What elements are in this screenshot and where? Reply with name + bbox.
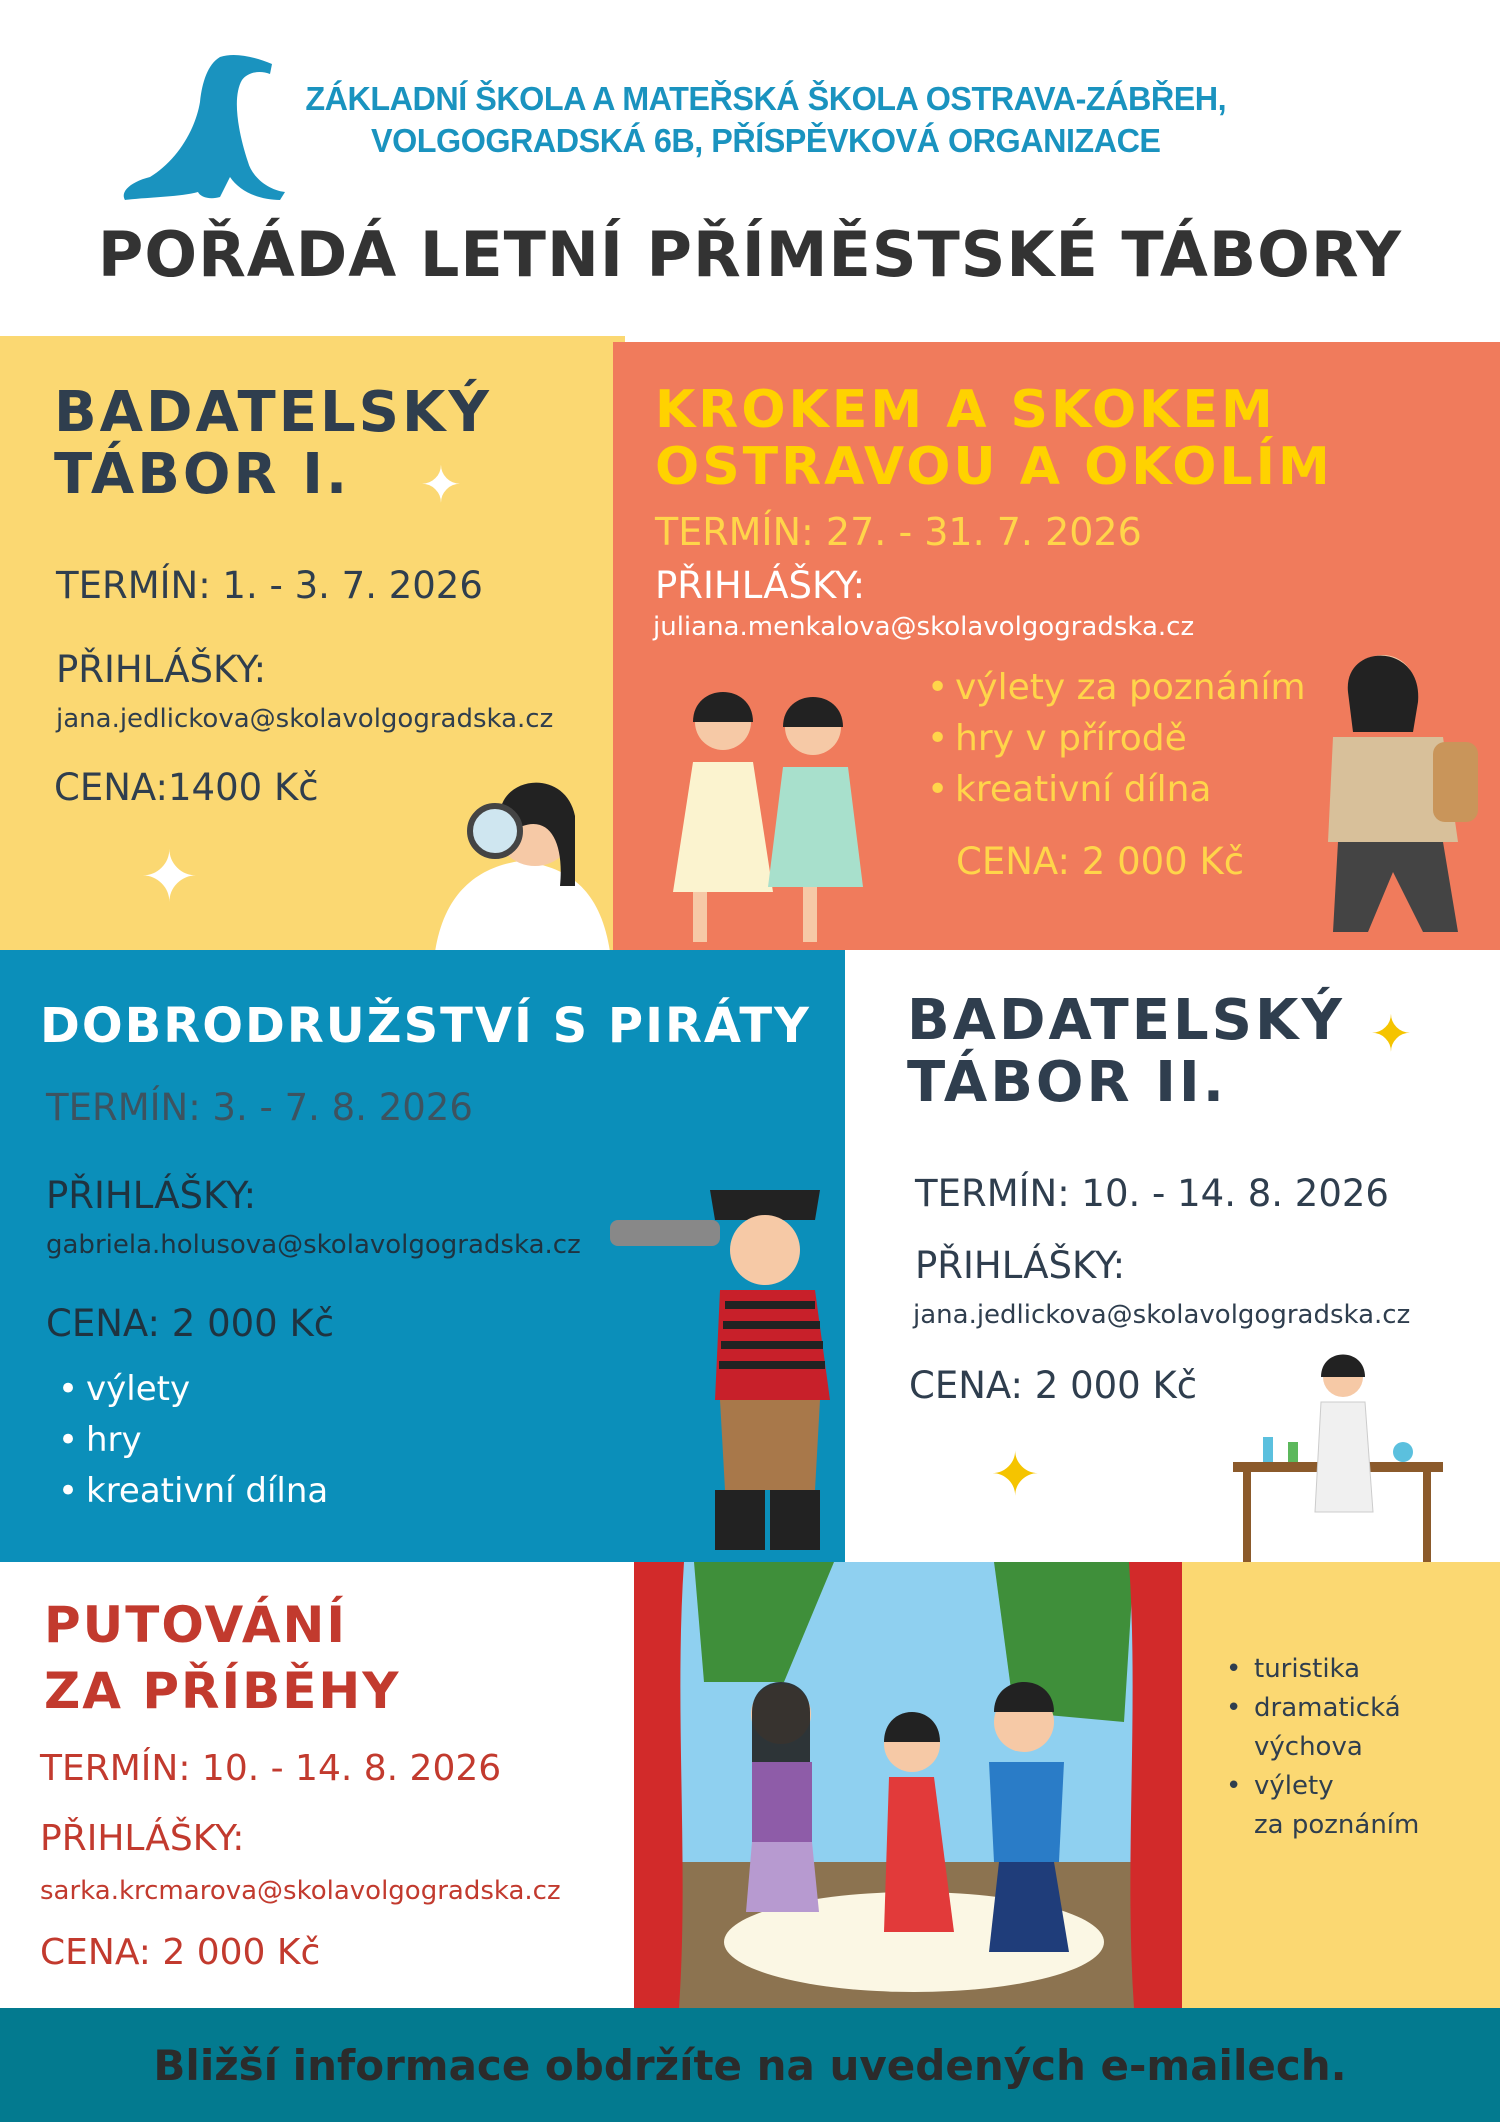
- camp-term: TERMÍN: 10. - 14. 8. 2026: [915, 1172, 1389, 1215]
- activity-item: • kreativní dílna: [54, 1466, 328, 1517]
- camp-activities: [1222, 1650, 1419, 1845]
- girls-illustration: [653, 672, 913, 952]
- activity-item: • kreativní dílna: [923, 764, 1306, 815]
- camp-activities: [923, 662, 1306, 815]
- camp-putovani-za-pribehy: [0, 1562, 640, 2008]
- camp-title: ZA PŘÍBĚHY: [44, 1662, 401, 1720]
- camp-price: CENA: 2 000 Kč: [40, 1932, 321, 1973]
- sparkle-icon: ✦: [140, 836, 199, 918]
- sparkle-icon: ✦: [420, 456, 462, 514]
- camp-price: CENA: 2 000 Kč: [909, 1364, 1198, 1407]
- camp-title: OSTRAVOU A OKOLÍM: [655, 437, 1333, 498]
- camp-price: CENA: 2 000 Kč: [46, 1302, 335, 1345]
- camp-term: TERMÍN: 3. - 7. 8. 2026: [46, 1086, 473, 1129]
- activity-item: • dramatická: [1222, 1689, 1419, 1728]
- activity-item: za poznáním: [1254, 1810, 1420, 1840]
- camp-apply-label: PŘIHLÁŠKY:: [40, 1818, 245, 1859]
- camp-price: CENA:1400 Kč: [54, 766, 319, 809]
- seal-logo: [120, 52, 290, 202]
- camp-badatelsky-2: [845, 950, 1500, 1562]
- camp-title: TÁBOR I.: [54, 441, 351, 507]
- school-name-line1: ZÁKLADNÍ ŠKOLA A MATEŘSKÁ ŠKOLA OSTRAVA-ZÁBŘEH,: [305, 80, 1227, 117]
- camp-term: TERMÍN: 1. - 3. 7. 2026: [56, 564, 483, 607]
- camp-dobrodruzstvi-s-piraty: [0, 950, 845, 1562]
- camp-email[interactable]: gabriela.holusova@skolavolgogradska.cz: [46, 1230, 581, 1260]
- footer-text: Bližší informace obdržíte na uvedených e-mailech.: [153, 2040, 1347, 2090]
- camp-badatelsky-1: [0, 336, 625, 952]
- school-name-line2: VOLGOGRADSKÁ 6B, PŘÍSPĚVKOVÁ ORGANIZACE: [371, 122, 1161, 159]
- camp-title: TÁBOR II.: [907, 1049, 1228, 1115]
- camp-email[interactable]: jana.jedlickova@skolavolgogradska.cz: [56, 704, 554, 734]
- camp-title: DOBRODRUŽSTVÍ S PIRÁTY: [40, 998, 811, 1054]
- sparkle-icon: ✦: [990, 1440, 1041, 1510]
- camp-apply-label: PŘIHLÁŠKY:: [56, 648, 267, 691]
- activity-item: • výlety za poznáním: [923, 662, 1306, 713]
- camp-krokem-a-skokem: [613, 342, 1500, 954]
- activity-item: • výlety: [1222, 1767, 1419, 1806]
- camp-putovani-activities-panel: [1182, 1562, 1500, 2008]
- hiker-illustration: [1293, 642, 1493, 952]
- camp-email[interactable]: juliana.menkalova@skolavolgogradska.cz: [653, 612, 1195, 642]
- page-title: POŘÁDÁ LETNÍ PŘÍMĚSTSKÉ TÁBORY: [97, 218, 1403, 291]
- camp-title: KROKEM A SKOKEM: [655, 380, 1276, 440]
- pirate-illustration: [605, 1160, 845, 1560]
- camp-term: TERMÍN: 27. - 31. 7. 2026: [655, 510, 1142, 554]
- camp-title: PUTOVÁNÍ: [44, 1596, 347, 1654]
- camp-price: CENA: 2 000 Kč: [956, 840, 1245, 883]
- camp-email[interactable]: sarka.krcmarova@skolavolgogradska.cz: [40, 1876, 561, 1906]
- camp-apply-label: PŘIHLÁŠKY:: [655, 564, 866, 607]
- activity-item: výchova: [1254, 1732, 1363, 1762]
- camp-activities: [54, 1364, 328, 1517]
- activity-item: • výlety: [54, 1364, 328, 1415]
- camp-apply-label: PŘIHLÁŠKY:: [915, 1244, 1126, 1287]
- footer-bar: [0, 2008, 1500, 2122]
- activity-item: • hry: [54, 1415, 328, 1466]
- camp-title: BADATELSKÝ: [54, 380, 492, 445]
- activity-item: • hry v přírodě: [923, 713, 1306, 764]
- camp-term: TERMÍN: 10. - 14. 8. 2026: [40, 1748, 502, 1789]
- camp-title: BADATELSKÝ: [907, 988, 1345, 1053]
- camp-apply-label: PŘIHLÁŠKY:: [46, 1174, 257, 1217]
- sparkle-icon: ✦: [1370, 1005, 1412, 1063]
- scientist-illustration: [425, 756, 615, 952]
- theater-stage-illustration: [634, 1562, 1182, 2008]
- school-name: [305, 78, 1226, 162]
- lab-scientist-illustration: [1233, 1342, 1453, 1562]
- activity-item: • turistika: [1222, 1650, 1419, 1689]
- camp-email[interactable]: jana.jedlickova@skolavolgogradska.cz: [913, 1300, 1411, 1330]
